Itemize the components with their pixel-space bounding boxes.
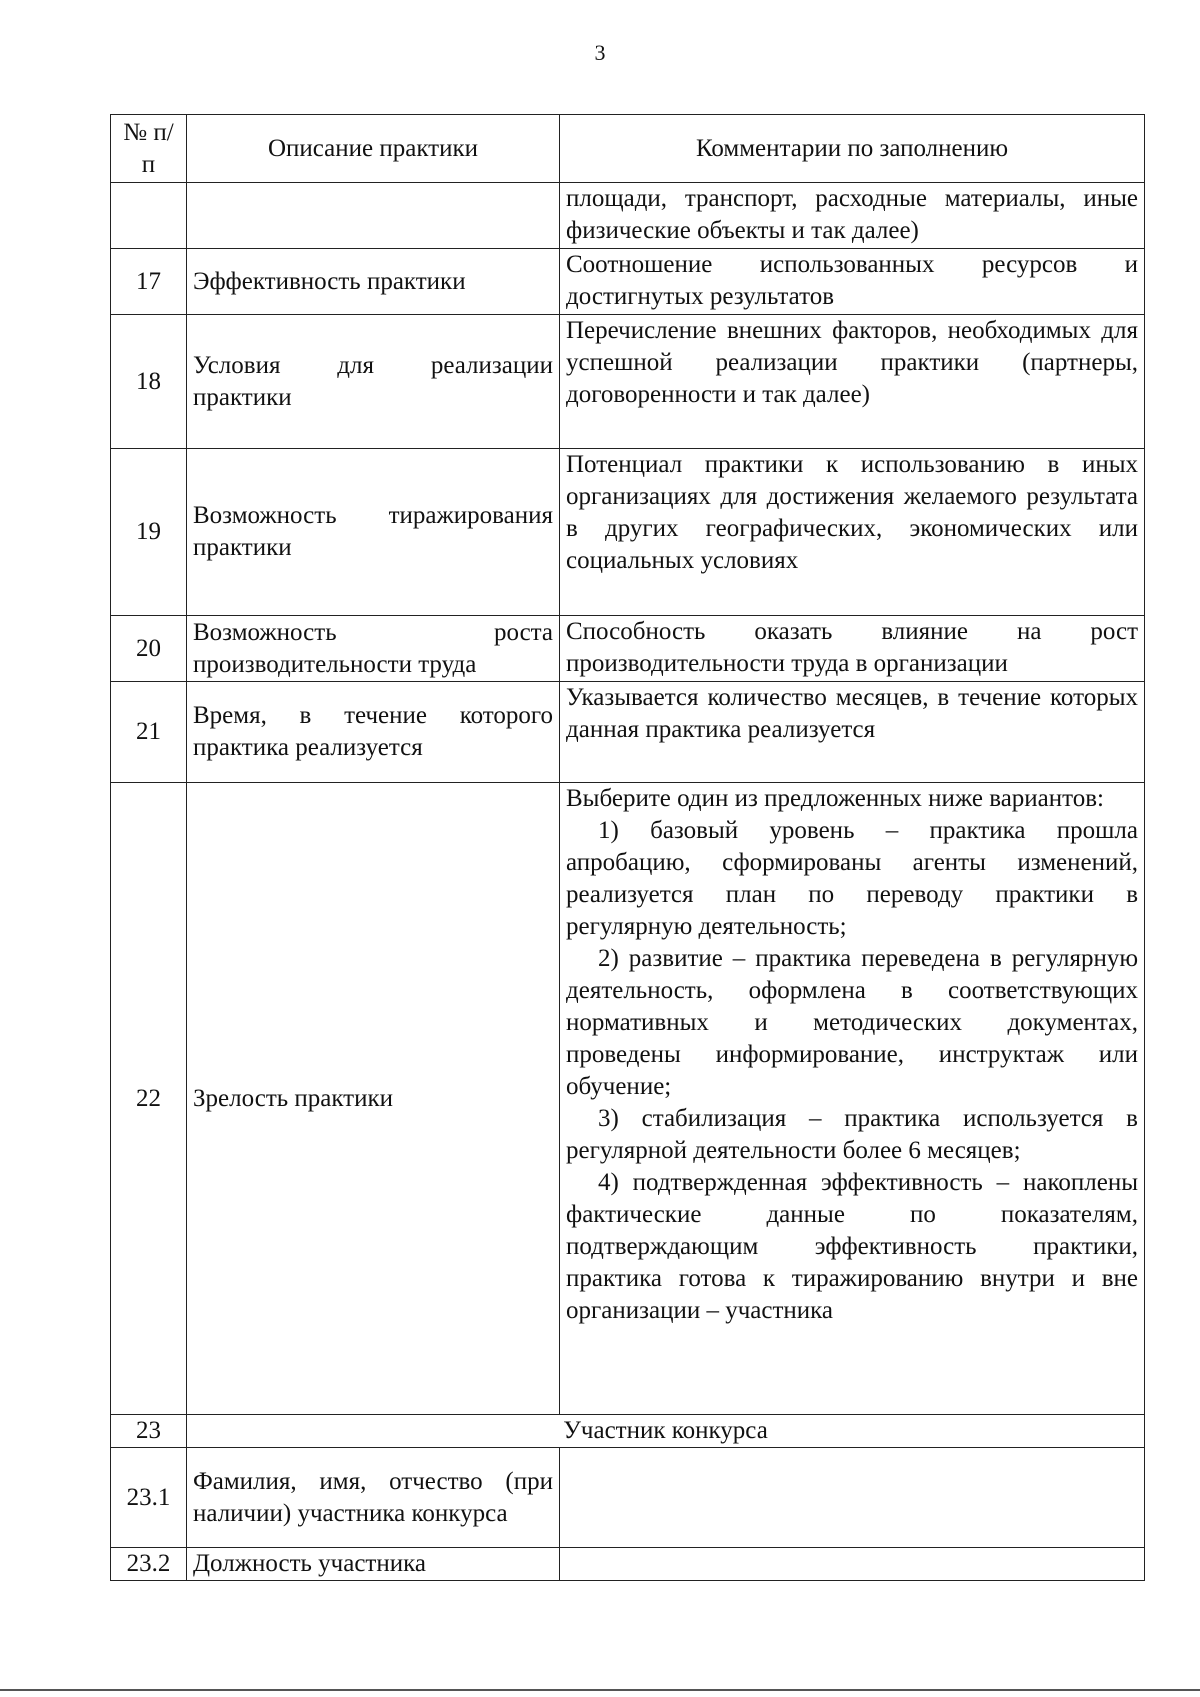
page-number: 3 — [594, 40, 606, 65]
row-comment: Потенциал практики к использованию в иных организациях для достижения желаемого результата в других географических, экономических или социальных условиях — [560, 449, 1145, 616]
header-comments: Комментарии по заполнению — [560, 115, 1145, 183]
header-description: Описание практики — [187, 115, 560, 183]
row-num: 23 — [111, 1415, 187, 1448]
row-comment: Перечисление внешних факторов, необходимых для успешной реализации практики (партнеры, договоренности и так далее) — [560, 315, 1145, 449]
maturity-option: 3) стабилизация – практика используется в регулярной деятельности более 6 месяцев; — [566, 1105, 1138, 1164]
table-row-21 — [111, 682, 1145, 783]
row-comment: Способность оказать влияние на рост производительности труда в организации — [560, 616, 1145, 682]
table-row-23 — [111, 1415, 1145, 1448]
row-description: Должность участника — [187, 1548, 560, 1581]
row-description: Условия для реализации практики — [187, 315, 560, 449]
row-num: 22 — [111, 783, 187, 1415]
table-row-continuation — [111, 183, 1145, 249]
maturity-option: 2) развитие – практика переведена в регулярную деятельность, оформлена в соответствующих нормативных и методических документах, проведены информирование, инструктаж или обучение; — [566, 945, 1138, 1100]
maturity-option: 1) базовый уровень – практика прошла апробацию, сформированы агенты изменений, реализуется план по переводу практики в регулярную деятельность; — [566, 817, 1138, 940]
row-description: Зрелость практики — [187, 783, 560, 1415]
section-title: Участник конкурса — [187, 1415, 1145, 1448]
table-row-20 — [111, 616, 1145, 682]
header-num: № п/п — [111, 115, 187, 183]
row-comment — [560, 783, 1145, 1415]
row-comment: Указывается количество месяцев, в течение которых данная практика реализуется — [560, 682, 1145, 783]
row-num: 23.1 — [111, 1448, 187, 1548]
row-comment: Соотношение использованных ресурсов и достигнутых результатов — [560, 249, 1145, 315]
row-description: Возможность роста производительности труда — [187, 616, 560, 682]
practice-table — [110, 114, 1145, 1581]
table-row-18 — [111, 315, 1145, 449]
row-description: Эффективность практики — [187, 249, 560, 315]
row-comment: площади, транспорт, расходные материалы, иные физические объекты и так далее) — [560, 183, 1145, 249]
table-header-row — [111, 115, 1145, 183]
row-num: 20 — [111, 616, 187, 682]
row-num: 23.2 — [111, 1548, 187, 1581]
maturity-option: 4) подтвержденная эффективность – накоплены фактические данные по показателям, подтверждающим эффективность практики, практика готова к тиражированию внутри и вне организации – участника — [566, 1169, 1138, 1324]
row-comment — [560, 1448, 1145, 1548]
table-row-19 — [111, 449, 1145, 616]
table-row-22 — [111, 783, 1145, 1415]
row-description: Фамилия, имя, отчество (при наличии) участника конкурса — [187, 1448, 560, 1548]
row-num: 17 — [111, 249, 187, 315]
row-num: 21 — [111, 682, 187, 783]
row-num: 19 — [111, 449, 187, 616]
table-row-17 — [111, 249, 1145, 315]
row-num: 18 — [111, 315, 187, 449]
table-row-23-2 — [111, 1548, 1145, 1581]
table-row-23-1 — [111, 1448, 1145, 1548]
row-description: Время, в течение которого практика реализуется — [187, 682, 560, 783]
row-description — [187, 183, 560, 249]
row-description: Возможность тиражирования практики — [187, 449, 560, 616]
maturity-intro: Выберите один из предложенных ниже вариантов: — [566, 785, 1105, 812]
page-bottom-edge — [0, 1689, 1200, 1691]
row-num — [111, 183, 187, 249]
row-comment — [560, 1548, 1145, 1581]
